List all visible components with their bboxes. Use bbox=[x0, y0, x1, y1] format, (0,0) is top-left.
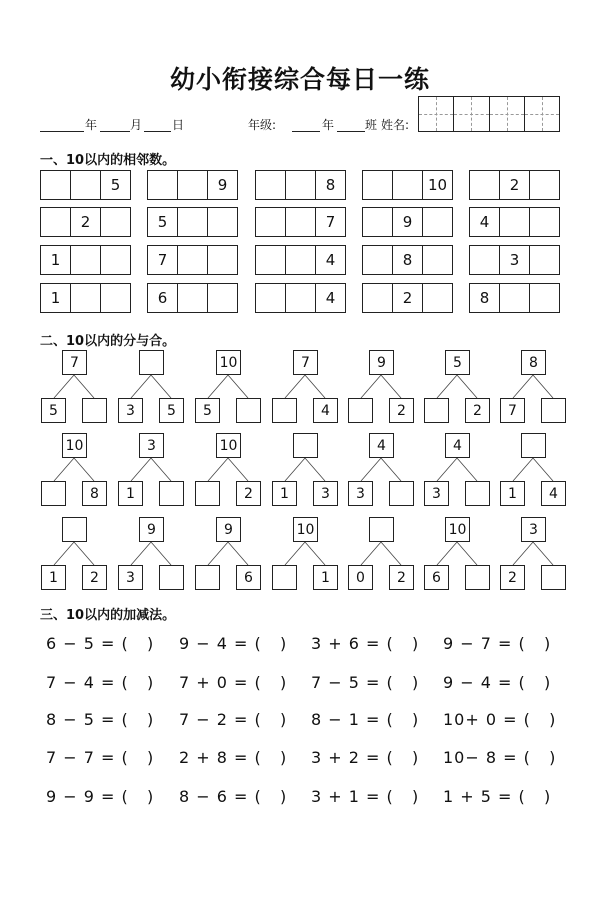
bond-line bbox=[381, 375, 401, 398]
bond-part-box: 5 bbox=[195, 398, 220, 423]
equation[interactable]: 7 − 5 = ( ) bbox=[311, 673, 420, 692]
section2-heading: 二、10以内的分与合。 bbox=[40, 334, 176, 349]
equation[interactable]: 3 + 1 = ( ) bbox=[311, 787, 420, 806]
bond-answer-box[interactable] bbox=[424, 398, 449, 423]
bond-answer-box[interactable] bbox=[41, 481, 66, 506]
equation[interactable]: 10− 8 = ( ) bbox=[443, 748, 557, 767]
number-cell: 10 bbox=[427, 176, 448, 194]
bond-answer-box[interactable] bbox=[159, 481, 184, 506]
bond-line bbox=[305, 375, 325, 398]
bond-part-box: 2 bbox=[500, 565, 525, 590]
bond-total-box: 7 bbox=[293, 350, 318, 375]
bond-answer-box[interactable] bbox=[272, 565, 297, 590]
bond-answer-box[interactable] bbox=[272, 398, 297, 423]
number-cell: 9 bbox=[217, 176, 228, 194]
bond-line bbox=[228, 458, 248, 481]
bond-line bbox=[361, 375, 381, 398]
bond-total-box: 10 bbox=[62, 433, 87, 458]
bond-line bbox=[513, 375, 533, 398]
bond-line bbox=[285, 375, 305, 398]
bond-line bbox=[305, 542, 325, 565]
bond-line bbox=[208, 375, 228, 398]
bond-line bbox=[513, 458, 533, 481]
bond-line bbox=[54, 542, 74, 565]
bond-line bbox=[131, 458, 151, 481]
bond-part-box: 1 bbox=[500, 481, 525, 506]
equation[interactable]: 7 + 0 = ( ) bbox=[179, 673, 288, 692]
number-cell: 6 bbox=[148, 284, 178, 312]
bond-answer-box[interactable] bbox=[293, 433, 318, 458]
bond-answer-box[interactable] bbox=[541, 565, 566, 590]
bond-line bbox=[305, 458, 325, 481]
bond-total-box: 9 bbox=[369, 350, 394, 375]
bond-part-box: 1 bbox=[272, 481, 297, 506]
bond-part-box: 5 bbox=[41, 398, 66, 423]
number-cell: 5 bbox=[148, 208, 178, 236]
bond-part-box: 8 bbox=[82, 481, 107, 506]
bond-part-box: 6 bbox=[424, 565, 449, 590]
bond-line bbox=[151, 458, 171, 481]
bond-answer-box[interactable] bbox=[82, 398, 107, 423]
number-cell: 4 bbox=[470, 208, 500, 236]
bond-line bbox=[533, 458, 553, 481]
bond-line bbox=[131, 542, 151, 565]
equation[interactable]: 3 + 6 = ( ) bbox=[311, 634, 420, 653]
bond-part-box: 2 bbox=[465, 398, 490, 423]
bond-part-box: 4 bbox=[541, 481, 566, 506]
bond-line bbox=[361, 458, 381, 481]
bond-answer-box[interactable] bbox=[465, 565, 490, 590]
number-cell: 5 bbox=[110, 176, 121, 194]
bond-line bbox=[74, 458, 94, 481]
number-cell: 1 bbox=[41, 284, 71, 312]
bond-answer-box[interactable] bbox=[139, 350, 164, 375]
bond-part-box: 3 bbox=[118, 398, 143, 423]
bond-line bbox=[285, 458, 305, 481]
bond-line bbox=[285, 542, 305, 565]
bond-part-box: 4 bbox=[313, 398, 338, 423]
equation[interactable]: 1 + 5 = ( ) bbox=[443, 787, 552, 806]
number-cell: 4 bbox=[325, 289, 336, 307]
bond-part-box: 7 bbox=[500, 398, 525, 423]
number-cell: 8 bbox=[470, 284, 500, 312]
bond-line bbox=[437, 458, 457, 481]
equation[interactable]: 9 − 4 = ( ) bbox=[179, 634, 288, 653]
bond-answer-box[interactable] bbox=[159, 565, 184, 590]
bond-total-box: 4 bbox=[369, 433, 394, 458]
equation[interactable]: 6 − 5 = ( ) bbox=[46, 634, 155, 653]
name-label: 姓名: bbox=[381, 118, 410, 132]
bond-line bbox=[457, 375, 477, 398]
number-cell: 2 bbox=[500, 171, 530, 199]
bond-answer-box[interactable] bbox=[541, 398, 566, 423]
bond-part-box: 2 bbox=[82, 565, 107, 590]
section3-heading: 三、10以内的加减法。 bbox=[40, 608, 176, 623]
bond-part-box: 2 bbox=[236, 481, 261, 506]
equation[interactable]: 8 − 5 = ( ) bbox=[46, 710, 155, 729]
section1-heading: 一、10以内的相邻数。 bbox=[40, 153, 176, 168]
bond-part-box: 2 bbox=[389, 398, 414, 423]
bond-line bbox=[361, 542, 381, 565]
number-cell: 1 bbox=[41, 246, 71, 274]
bond-line bbox=[131, 375, 151, 398]
bond-part-box: 6 bbox=[236, 565, 261, 590]
bond-total-box: 4 bbox=[445, 433, 470, 458]
equation[interactable]: 2 + 8 = ( ) bbox=[179, 748, 288, 767]
number-cell: 8 bbox=[393, 246, 423, 274]
bond-line bbox=[437, 375, 457, 398]
bond-line bbox=[533, 542, 553, 565]
number-cell: 7 bbox=[325, 213, 336, 231]
bond-total-box: 3 bbox=[139, 433, 164, 458]
bond-answer-box[interactable] bbox=[62, 517, 87, 542]
bond-part-box: 3 bbox=[424, 481, 449, 506]
number-cell: 4 bbox=[325, 251, 336, 269]
bond-line bbox=[228, 542, 248, 565]
bond-line bbox=[151, 375, 171, 398]
number-cell: 7 bbox=[148, 246, 178, 274]
bond-part-box: 0 bbox=[348, 565, 373, 590]
bond-total-box: 3 bbox=[521, 517, 546, 542]
class-label: 班 bbox=[365, 118, 378, 132]
bond-total-box: 8 bbox=[521, 350, 546, 375]
bond-answer-box[interactable] bbox=[195, 481, 220, 506]
bond-line bbox=[74, 375, 94, 398]
bond-line bbox=[533, 375, 553, 398]
bond-part-box: 1 bbox=[118, 481, 143, 506]
month-label: 月 bbox=[130, 118, 143, 132]
bond-answer-box[interactable] bbox=[521, 433, 546, 458]
bond-line bbox=[381, 542, 401, 565]
grade-year-label: 年 bbox=[322, 118, 335, 132]
page-title: 幼小衔接综合每日一练 bbox=[169, 65, 430, 94]
bond-line bbox=[208, 458, 228, 481]
bond-answer-box[interactable] bbox=[465, 481, 490, 506]
bond-line bbox=[457, 542, 477, 565]
bond-answer-box[interactable] bbox=[348, 398, 373, 423]
number-cell: 9 bbox=[393, 208, 423, 236]
bond-line bbox=[228, 375, 248, 398]
equation[interactable]: 7 − 7 = ( ) bbox=[46, 748, 155, 767]
bond-total-box: 9 bbox=[139, 517, 164, 542]
bond-total-box: 10 bbox=[445, 517, 470, 542]
bond-line bbox=[208, 542, 228, 565]
bond-line bbox=[74, 542, 94, 565]
bond-line bbox=[54, 458, 74, 481]
grade-label: 年级: bbox=[248, 118, 277, 132]
equation[interactable]: 8 − 6 = ( ) bbox=[179, 787, 288, 806]
bond-line bbox=[381, 458, 401, 481]
bond-total-box: 7 bbox=[62, 350, 87, 375]
bond-answer-box[interactable] bbox=[236, 398, 261, 423]
number-cell: 8 bbox=[325, 176, 336, 194]
equation[interactable]: 7 − 2 = ( ) bbox=[179, 710, 288, 729]
bond-line bbox=[54, 375, 74, 398]
bond-total-box: 10 bbox=[293, 517, 318, 542]
equation[interactable]: 9 − 9 = ( ) bbox=[46, 787, 155, 806]
bond-answer-box[interactable] bbox=[369, 517, 394, 542]
bond-total-box: 9 bbox=[216, 517, 241, 542]
number-cell: 3 bbox=[500, 246, 530, 274]
bond-part-box: 2 bbox=[389, 565, 414, 590]
bond-part-box: 3 bbox=[348, 481, 373, 506]
year-label: 年 bbox=[85, 118, 98, 132]
bond-total-box: 10 bbox=[216, 433, 241, 458]
number-cell: 2 bbox=[71, 208, 101, 236]
number-cell: 2 bbox=[393, 284, 423, 312]
bond-part-box: 1 bbox=[41, 565, 66, 590]
equation[interactable]: 3 + 2 = ( ) bbox=[311, 748, 420, 767]
bond-line bbox=[513, 542, 533, 565]
bond-part-box: 3 bbox=[313, 481, 338, 506]
equation[interactable]: 9 − 4 = ( ) bbox=[443, 673, 552, 692]
bond-total-box: 10 bbox=[216, 350, 241, 375]
equation[interactable]: 7 − 4 = ( ) bbox=[46, 673, 155, 692]
bond-answer-box[interactable] bbox=[195, 565, 220, 590]
bond-answer-box[interactable] bbox=[389, 481, 414, 506]
equation[interactable]: 8 − 1 = ( ) bbox=[311, 710, 420, 729]
bond-line bbox=[457, 458, 477, 481]
bond-line bbox=[437, 542, 457, 565]
bond-part-box: 1 bbox=[313, 565, 338, 590]
bond-part-box: 5 bbox=[159, 398, 184, 423]
day-label: 日 bbox=[172, 118, 185, 132]
bond-line bbox=[151, 542, 171, 565]
equation[interactable]: 10+ 0 = ( ) bbox=[443, 710, 557, 729]
equation[interactable]: 9 − 7 = ( ) bbox=[443, 634, 552, 653]
bond-part-box: 3 bbox=[118, 565, 143, 590]
bond-total-box: 5 bbox=[445, 350, 470, 375]
